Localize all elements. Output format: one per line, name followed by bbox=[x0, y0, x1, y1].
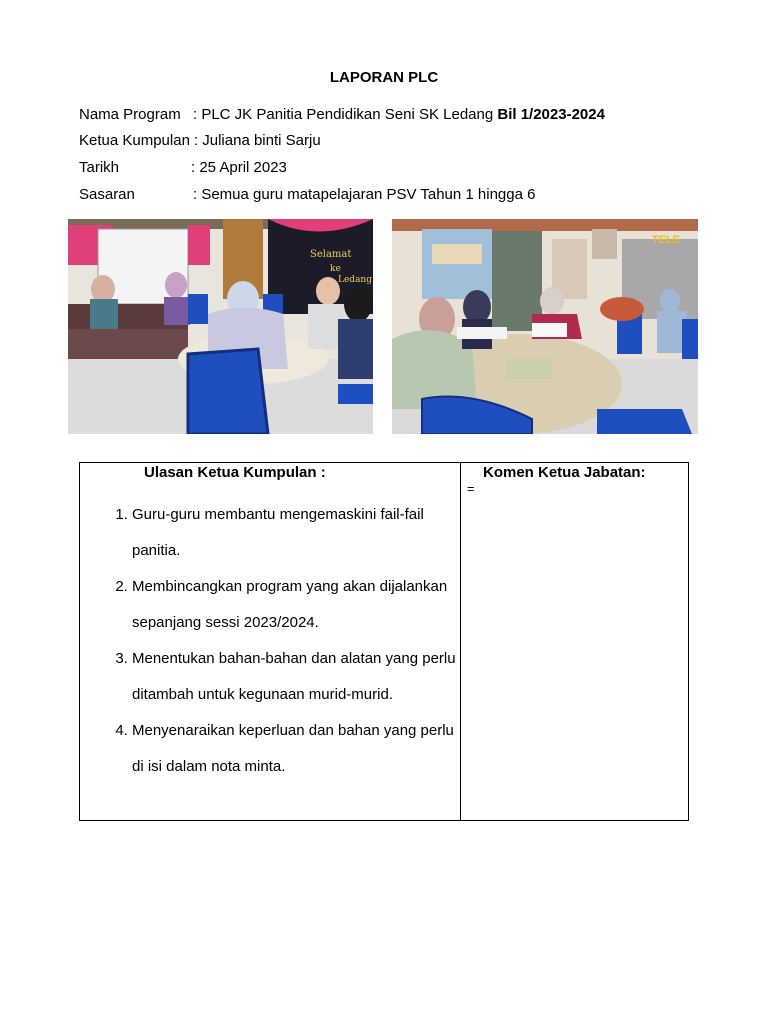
board-text-ke: ke bbox=[330, 264, 341, 274]
info-tarikh bbox=[79, 159, 287, 176]
page-title: LAPORAN PLC bbox=[329, 69, 439, 86]
info-ketua bbox=[79, 132, 321, 149]
ulasan-header: Ulasan Ketua Kumpulan : bbox=[144, 464, 326, 481]
board-text-ledang: Ledang bbox=[338, 275, 372, 285]
komen-header: Komen Ketua Jabatan: bbox=[483, 464, 646, 481]
meeting-photo-right bbox=[392, 219, 698, 434]
komen-mark: = bbox=[467, 481, 475, 496]
list-item: 2. Membincangkan program yang akan dijalankan sepanjang sessi 2023/2024. bbox=[132, 569, 460, 641]
sasaran-value: : Semua guru matapelajaran PSV Tahun 1 hingga 6 bbox=[193, 186, 536, 203]
sign-text-tele: TELE bbox=[652, 234, 681, 246]
ketua-label: Ketua Kumpulan bbox=[79, 132, 190, 149]
meeting-photo-left bbox=[68, 219, 373, 434]
ketua-value: : Juliana binti Sarju bbox=[193, 132, 321, 149]
tarikh-value: : 25 April 2023 bbox=[191, 159, 287, 176]
program-bil: Bil 1/2023-2024 bbox=[497, 106, 605, 123]
list-item: 1. Guru-guru membantu mengemaskini fail-fail panitia. bbox=[132, 497, 460, 569]
tarikh-label: Tarikh bbox=[79, 159, 120, 176]
program-label: Nama Program bbox=[79, 106, 181, 123]
program-value: : PLC JK Panitia Pendidikan Seni SK Ledang bbox=[193, 106, 498, 123]
ulasan-list bbox=[80, 497, 460, 785]
list-item: 4. Menyenaraikan keperluan dan bahan yang perlu di isi dalam nota minta. bbox=[132, 713, 460, 785]
info-sasaran bbox=[79, 186, 535, 203]
report-table bbox=[79, 462, 689, 821]
board-text-selamat: Selamat bbox=[310, 249, 352, 260]
info-program bbox=[79, 106, 605, 123]
sasaran-label: Sasaran bbox=[79, 186, 135, 203]
komen-cell bbox=[461, 463, 689, 821]
list-item: 3. Menentukan bahan-bahan dan alatan yang perlu ditambah untuk kegunaan murid-murid. bbox=[132, 641, 460, 713]
meeting-photo-table-image bbox=[392, 219, 698, 434]
ulasan-cell bbox=[80, 463, 461, 821]
meeting-photo-classroom-image bbox=[68, 219, 373, 434]
